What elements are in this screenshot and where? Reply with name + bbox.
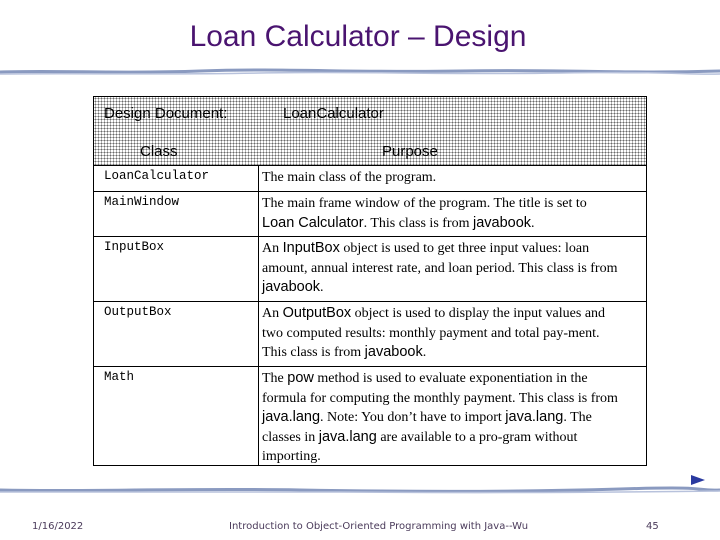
design-document-table	[93, 96, 647, 466]
purpose-cell	[262, 304, 622, 363]
purpose-code-term: javabook	[364, 344, 423, 360]
design-document-label: Design Document:	[104, 105, 228, 122]
class-name-cell: OutputBox	[104, 305, 172, 319]
purpose-code-term: pow	[287, 370, 314, 386]
next-arrow-icon[interactable]	[690, 474, 706, 486]
purpose-text: The	[262, 371, 288, 386]
class-name-cell: InputBox	[104, 240, 165, 254]
purpose-text: are available to a pro-gram without importing.	[262, 429, 578, 464]
purpose-code-term: java.lang	[262, 409, 321, 425]
purpose-text: An	[262, 241, 283, 256]
table-row	[94, 366, 646, 465]
table-row	[94, 165, 646, 192]
table-header	[94, 97, 646, 166]
class-name-cell: MainWindow	[104, 195, 180, 209]
purpose-text: . This class is from	[363, 215, 473, 231]
purpose-code-term: java.lang	[318, 428, 377, 445]
footer-course-title: Introduction to Object-Oriented Programming with Java--Wu	[229, 521, 529, 532]
purpose-code-term: javabook	[262, 279, 321, 295]
purpose-text: object is used to get three input values: loan amount, annual interest rate, and loan period. This class is from	[262, 241, 618, 276]
purpose-text: The main class of the program.	[262, 170, 437, 185]
purpose-text: . The classes in	[262, 410, 592, 445]
purpose-code-term: InputBox	[282, 240, 340, 256]
footer-page-number: 45	[646, 521, 659, 532]
slide-title: Loan Calculator – Design	[189, 20, 527, 53]
purpose-cell	[262, 239, 622, 298]
purpose-text: .	[422, 345, 427, 360]
purpose-cell	[262, 369, 622, 467]
footer-date: 1/16/2022	[32, 521, 84, 532]
table-row	[94, 236, 646, 302]
title-divider	[0, 66, 720, 78]
purpose-text: An	[262, 306, 283, 321]
bottom-divider	[0, 484, 720, 496]
column-header-purpose: Purpose	[382, 143, 438, 160]
purpose-text: object is used to display the input values and two computed results: monthly payment and total pay-ment. This class is from	[262, 306, 606, 360]
purpose-code-term: java.lang	[505, 409, 564, 425]
purpose-code-term: OutputBox	[282, 305, 352, 321]
purpose-code-term: javabook	[472, 214, 532, 231]
class-name-cell: LoanCalculator	[104, 169, 210, 183]
purpose-text: .	[320, 280, 324, 295]
purpose-code-term: Loan Calculator	[262, 214, 364, 231]
purpose-text: .	[531, 215, 535, 231]
class-name-cell: Math	[104, 370, 135, 384]
purpose-cell	[262, 168, 622, 188]
purpose-text: method is used to evaluate exponentiation in the formula for computing the monthly payment. This class is from	[262, 371, 618, 406]
purpose-text: The main frame window of the program. The title is set to	[262, 196, 587, 211]
purpose-text: . Note: You don’t have to import	[320, 410, 506, 425]
column-header-class: Class	[140, 143, 178, 160]
table-row	[94, 301, 646, 367]
table-row	[94, 191, 646, 237]
purpose-cell	[262, 194, 622, 233]
design-document-value: LoanCalculator	[283, 105, 384, 122]
